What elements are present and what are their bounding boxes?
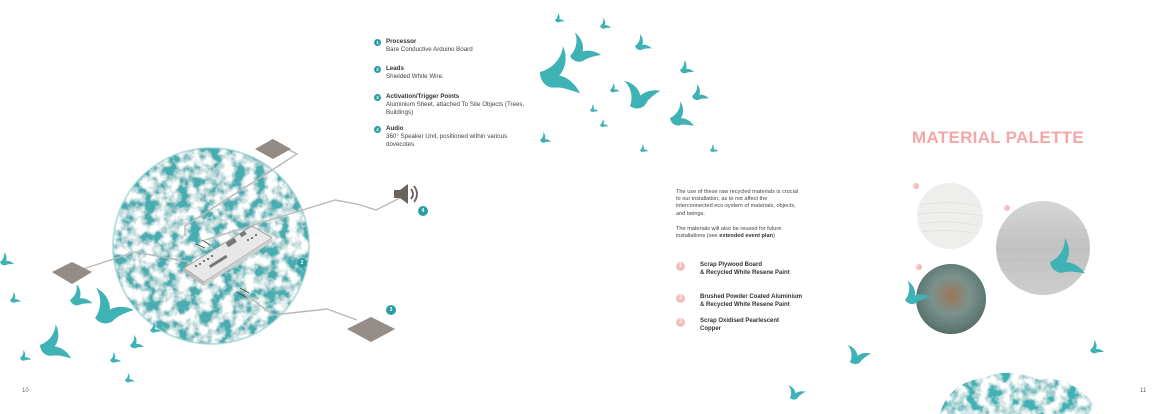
page-title: MATERIAL PALETTE bbox=[912, 128, 1084, 147]
material-name: Brushed Powder Coated Aluminium bbox=[700, 294, 803, 300]
legend-number-badge: 3 bbox=[374, 94, 381, 101]
diagram-badge-trigger: 3 bbox=[386, 305, 396, 315]
speaker-icon bbox=[394, 184, 417, 204]
material-name: Scrap Plywood Board bbox=[700, 262, 763, 268]
legend-title: Leads bbox=[386, 65, 404, 72]
legend-number-badge: 4 bbox=[374, 126, 381, 133]
material-finish: & Recycled White Resene Paint bbox=[700, 269, 790, 276]
legend-number-badge: 1 bbox=[374, 39, 381, 46]
reuse-text: The materials will also be reused for future installations (see bbox=[676, 226, 782, 240]
legend-title: Activation/Trigger Points bbox=[386, 93, 460, 100]
swatch-dot-label: 1 bbox=[914, 183, 916, 187]
legend-description: Shielded White Wire. bbox=[386, 73, 444, 80]
event-plan-reference: extended event plan bbox=[719, 233, 773, 240]
material-finish: & Recycled White Resene Paint bbox=[700, 301, 790, 308]
legend-title: Processor bbox=[386, 38, 417, 45]
diagram-badge-audio: 4 bbox=[418, 206, 428, 216]
reuse-paragraph bbox=[676, 226, 804, 240]
page-number-left: 10 bbox=[22, 388, 29, 394]
legend-description: Aluminium Sheet, attached To Site Objects (Trees, Buildings) bbox=[386, 101, 525, 116]
diagram-badge-leads: 2 bbox=[297, 258, 307, 268]
legend-title: Audio bbox=[386, 125, 404, 132]
legend-description: 360° Speaker Unit, positioned within various dovecotes bbox=[386, 133, 508, 148]
intro-paragraph: The use of these raw recycled materials is crucial to our installation, as to not affect the interconnected eco-system of materials, objects, and beings. bbox=[676, 189, 799, 217]
legend-description: Bare Conductive Arduino Board bbox=[386, 46, 473, 53]
swatch-dot-label: 3 bbox=[917, 264, 919, 268]
reuse-text-end: ) bbox=[773, 233, 775, 240]
birds-top bbox=[536, 13, 718, 152]
paint-splash bbox=[940, 373, 1098, 414]
page-number-right: 11 bbox=[1140, 388, 1147, 394]
material-name: Scrap Oxidised Pearlescent bbox=[700, 318, 780, 324]
material-number-dot: 3 bbox=[676, 318, 685, 327]
legend-number-badge: 2 bbox=[374, 66, 381, 73]
material-number-dot: 1 bbox=[676, 262, 685, 271]
swatch-dot-label: 2 bbox=[1005, 205, 1007, 209]
material-number-dot: 2 bbox=[676, 294, 685, 303]
material-finish: Copper bbox=[700, 325, 721, 332]
